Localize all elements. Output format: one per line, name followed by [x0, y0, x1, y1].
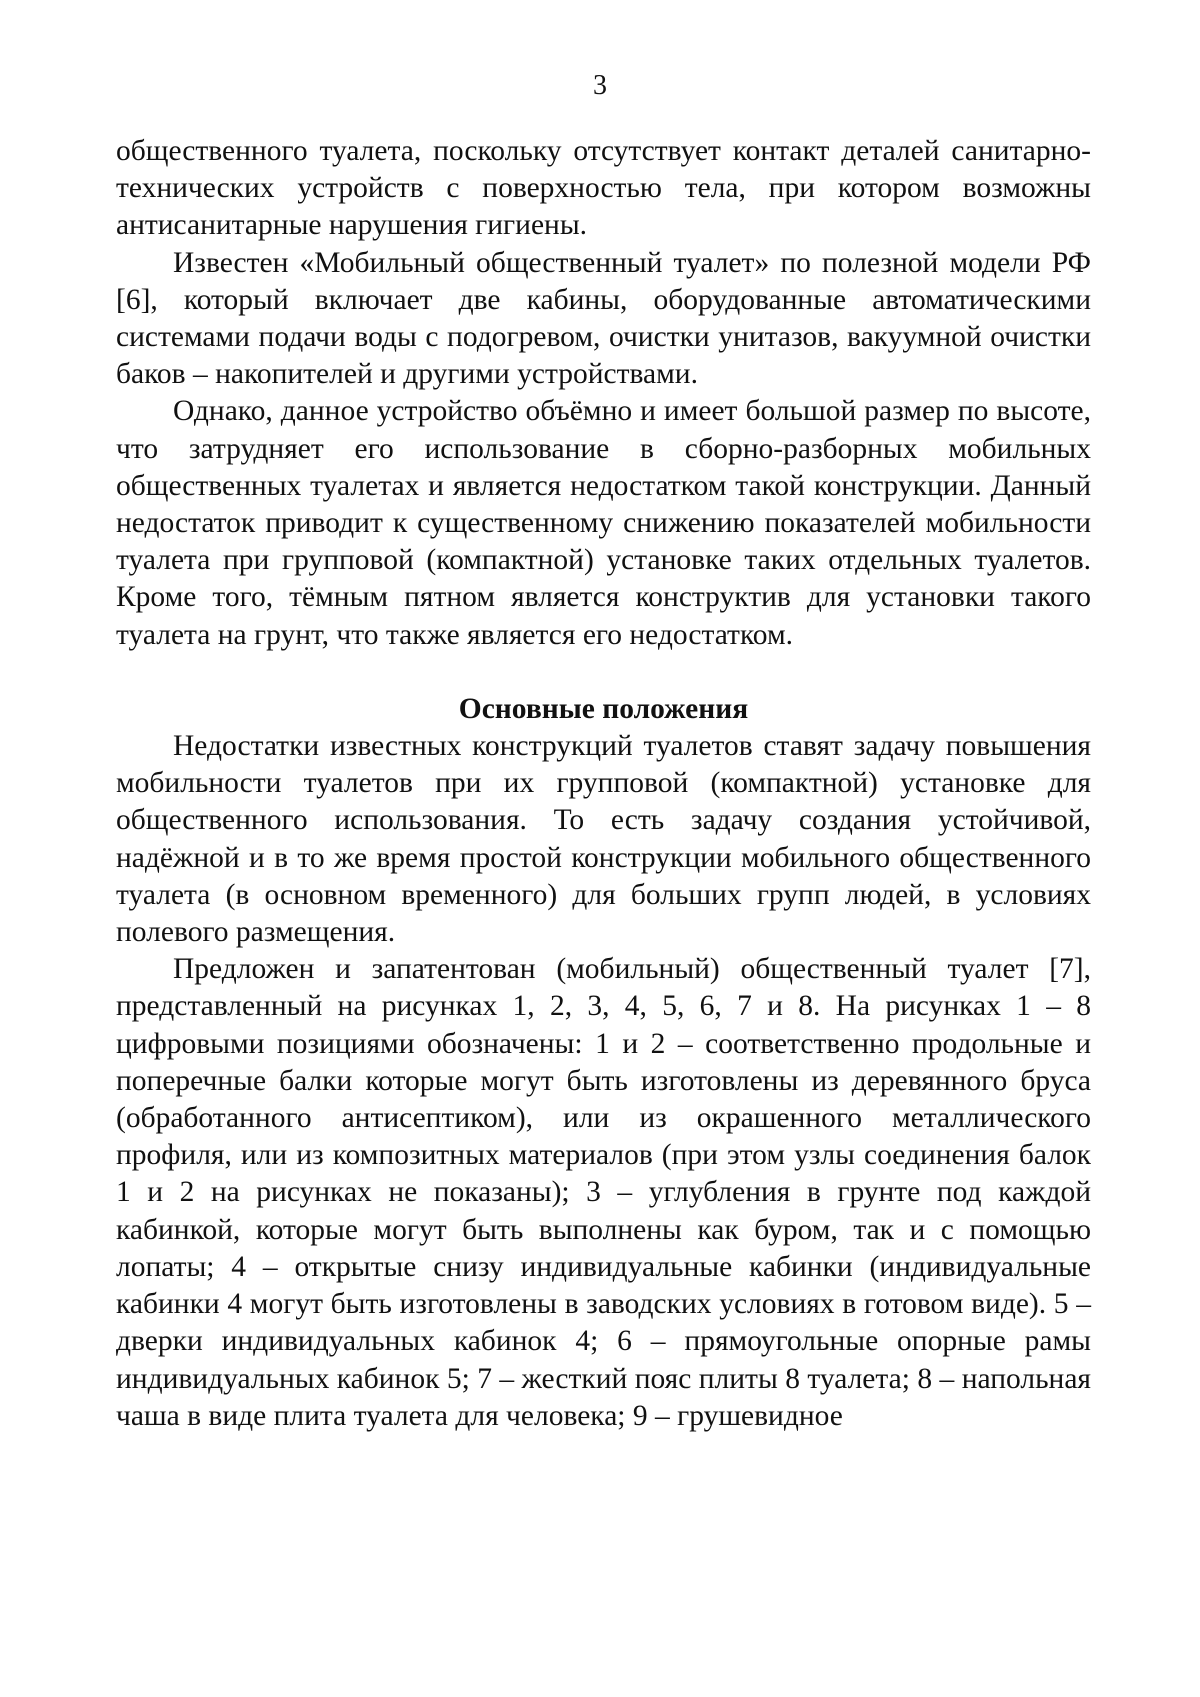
paragraph-proposed-design: Предложен и запатентован (мобильный) общественный туалет [7], представленный на рисунках 1, 2, 3, 4, 5, 6, 7 и 8. На рисунках 1 – 8 цифровыми позициями обозначены: 1 и 2 – соответственно продольные и поперечные балки которые могут быть изготовлены из деревянного бруса (обработанного антисептиком), или из окрашенного металлического профиля, или из композитных материалов (при этом узлы соединения балок 1 и 2 на рисунках не показаны); 3 – углубления в грунте под каждой кабинкой, которые могут быть выполнены как буром, так и с помощью лопаты; 4 – открытые снизу индивидуальные кабинки (индивидуальные кабинки 4 могут быть изготовлены в заводских условиях в готовом виде). 5 – дверки индивидуальных кабинок 4; 6 – прямоугольные опорные рамы индивидуальных кабинок 5; 7 – жесткий пояс плиты 8 туалета; 8 – напольная чаша в виде плита туалета для человека; 9 – грушевидное: [116, 953, 1091, 1432]
page-number: 3: [593, 70, 607, 101]
document-body: [116, 133, 1091, 1435]
paragraph-task: Недостатки известных конструкций туалетов ставят задачу повышения мобильности туалетов при их групповой (компактной) установке для общественного использования. То есть задачу создания устойчивой, надёжной и в то же время простой конструкции мобильного общественного туалета (в основном временного) для больших групп людей, в условиях полевого размещения.: [116, 730, 1091, 949]
section-heading: Основные положения: [458, 692, 749, 725]
paragraph-known-mobile-toilet: Известен «Мобильный общественный туалет» по полезной модели РФ [6], который включает две кабины, оборудованные автоматическими системами подачи воды с подогревом, очистки унитазов, вакуумной очистки баков – накопителей и другими устройствами.: [116, 246, 1091, 391]
paragraph-continuation: общественного туалета, поскольку отсутствует контакт деталей санитарно-технических устройств с поверхностью тела, при котором возможны антисанитарные нарушения гигиены.: [116, 135, 1091, 242]
paragraph-drawbacks: Однако, данное устройство объёмно и имеет большой размер по высоте, что затрудняет его использование в сборно-разборных мобильных общественных туалетах и является недостатком такой конструкции. Данный недостаток приводит к существенному снижению показателей мобильности туалета при групповой (компактной) установке таких отдельных туалетов. Кроме того, тёмным пятном является конструктив для установки такого туалета на грунт, что также является его недостатком.: [116, 395, 1091, 651]
